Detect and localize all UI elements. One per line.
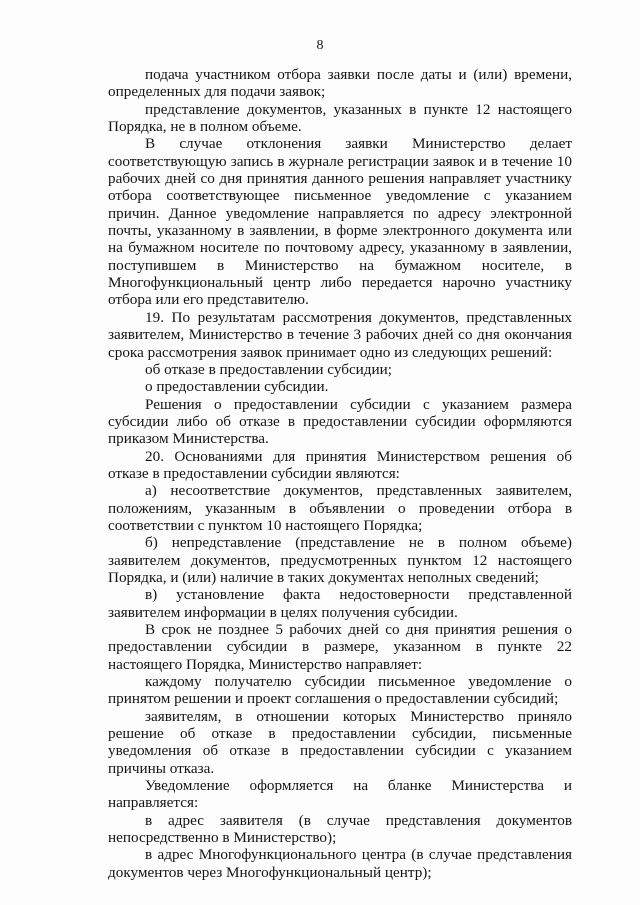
paragraph-decision-refusal: об отказе в предоставлении субсидии;: [145, 360, 393, 378]
document-body: [108, 66, 572, 881]
paragraph-address-mfc: в адрес Многофункционального центра (в случае представления документов через Многофункциональный центр);: [108, 846, 572, 881]
paragraph-notification-deadline: В срок не позднее 5 рабочих дней со дня принятия решения о предоставлении субсидии в размере, указанном в пункте 22 настоящего Порядка, Министерство направляет:: [108, 621, 572, 673]
paragraph-clause-19: 19. По результатам рассмотрения документов, представленных заявителем, Министерство в течение 3 рабочих дней со дня окончания срока рассмотрения заявок принимает одно из следующих решений:: [108, 308, 572, 361]
paragraph-notify-refused: заявителям, в отношении которых Министерство приняло решение об отказе в предоставлении субсидии, письменные уведомления об отказе в предоставлении субсидии с указанием причины отказа.: [108, 707, 572, 777]
paragraph-rejection-notice: В случае отклонения заявки Министерство делает соответствующую запись в журнале регистрации заявок и в течение 10 рабочих дней со дня принятия данного решения направляет участнику отбора соответствующее письменное уведомление с указанием причин. Данное уведомление направляется по адресу электронной почты, указанному в заявлении, в форме электронного документа или на бумажном носителе по почтовому адресу, указанному в заявлении, поступившем в Министерство на бумажном носителе, в Многофункциональный центр либо передается нарочно участнику отбора или его представителю.: [108, 135, 572, 309]
paragraph-ground-b: б) непредставление (представление не в полном объеме) заявителем документов, предусмотренных пунктом 12 настоящего Порядка, и (или) наличие в таких документах неполных сведений;: [108, 534, 572, 586]
paragraph-ground-a: а) несоответствие документов, представленных заявителем, положениям, указанным в объявлении о проведении отбора в соответствии с пунктом 10 настоящего Порядка;: [108, 482, 572, 534]
paragraph-clause-20: 20. Основаниями для принятия Министерством решения об отказе в предоставлении субсидии являются:: [108, 447, 572, 482]
paragraph-decision-order: Решения о предоставлении субсидии с указанием размера субсидии либо об отказе в предоставлении субсидии оформляются приказом Министерства.: [108, 395, 572, 448]
paragraph-ground-c: в) установление факта недостоверности представленной заявителем информации в целях получения субсидии.: [108, 586, 572, 621]
paragraph-decision-grant: о предоставлении субсидии.: [145, 378, 329, 396]
paragraph-late-submission: подача участником отбора заявки после даты и (или) времени, определенных для подачи заявок;: [108, 66, 572, 101]
paragraph-notice-form: Уведомление оформляется на бланке Министерства и направляется:: [108, 777, 572, 812]
paragraph-address-applicant: в адрес заявителя (в случае представления документов непосредственно в Министерство);: [108, 811, 572, 847]
page-number: 8: [316, 38, 324, 53]
paragraph-notify-recipients: каждому получателю субсидии письменное уведомление о принятом решении и проект соглашения о предоставлении субсидий;: [108, 673, 572, 708]
paragraph-incomplete-documents: представление документов, указанных в пункте 12 настоящего Порядка, не в полном объеме.: [108, 100, 572, 136]
